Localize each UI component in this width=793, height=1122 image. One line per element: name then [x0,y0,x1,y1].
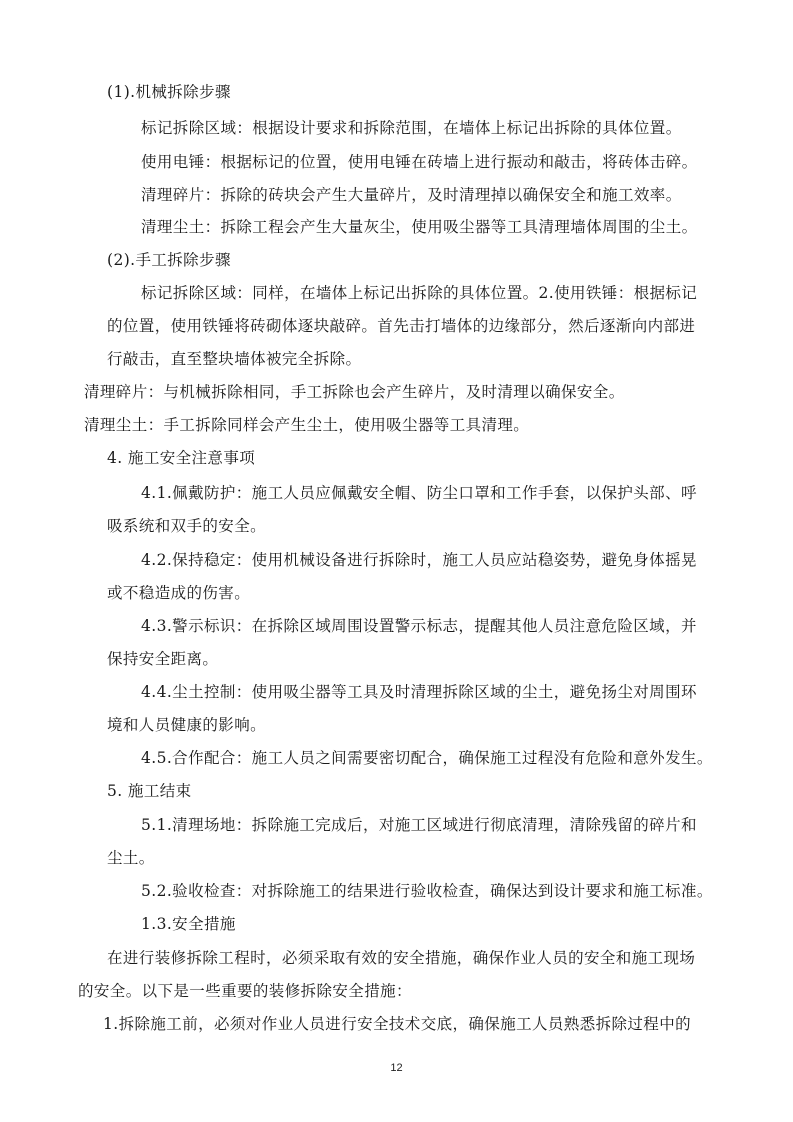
paragraph-line: 清理尘土：手工拆除同样会产生尘土，使用吸尘器等工具清理。 [84,416,530,434]
paragraph-line: 或不稳造成的伤害。 [107,584,251,602]
heading-safety-measures: 1.3.安全措施 [141,915,236,933]
paragraph-line: 5.1.清理场地：拆除施工完成后，对施工区域进行彻底清理，清除残留的碎片和 [141,816,697,834]
paragraph-line: 4.1.佩戴防护：施工人员应佩戴安全帽、防尘口罩和工作手套，以保护头部、呼 [141,484,697,502]
paragraph-line: 清理碎片：拆除的砖块会产生大量碎片，及时清理掉以确保安全和施工效率。 [141,186,682,204]
heading-construction-end: 5. 施工结束 [107,782,192,800]
paragraph-line: 5.2.验收检查：对拆除施工的结果进行验收检查，确保达到设计要求和施工标准。 [141,882,713,900]
paragraph-line: 4.5.合作配合：施工人员之间需要密切配合，确保施工过程没有危险和意外发生。 [141,749,713,767]
paragraph-line: 行敲击，直至整块墙体被完全拆除。 [107,350,362,368]
paragraph-line: 的位置，使用铁锤将砖砌体逐块敲碎。首先击打墙体的边缘部分，然后逐渐向内部进 [107,317,696,335]
paragraph-line: 在进行装修拆除工程时，必须采取有效的安全措施，确保作业人员的安全和施工现场 [107,949,696,967]
paragraph-line: 境和人员健康的影响。 [107,716,267,734]
paragraph-line: 标记拆除区域：根据设计要求和拆除范围，在墙体上标记出拆除的具体位置。 [141,119,682,137]
paragraph-line: 的安全。以下是一些重要的装修拆除安全措施： [78,982,412,1000]
paragraph-line: 清理碎片：与机械拆除相同，手工拆除也会产生碎片，及时清理以确保安全。 [84,383,625,401]
paragraph-line: 标记拆除区域：同样，在墙体上标记出拆除的具体位置。2.使用铁锤：根据标记 [141,284,698,302]
heading-manual-steps: (2).手工拆除步骤 [107,251,231,269]
heading-safety-notes: 4. 施工安全注意事项 [107,449,256,467]
paragraph-line: 4.4.尘土控制：使用吸尘器等工具及时清理拆除区域的尘土，避免扬尘对周围环 [141,683,697,701]
paragraph-line: 4.3.警示标识：在拆除区域周围设置警示标志，提醒其他人员注意危险区域，并 [141,617,697,635]
paragraph-line: 使用电锤：根据标记的位置，使用电锤在砖墙上进行振动和敲击，将砖体击碎。 [141,153,698,171]
page-number: 12 [390,1062,403,1074]
paragraph-line: 4.2.保持稳定：使用机械设备进行拆除时，施工人员应站稳姿势，避免身体摇晃 [141,551,697,569]
paragraph-line: 1.拆除施工前，必须对作业人员进行安全技术交底，确保施工人员熟悉拆除过程中的 [103,1015,691,1033]
paragraph-line: 尘土。 [107,849,155,867]
heading-mechanical-steps: (1).机械拆除步骤 [107,83,231,101]
paragraph-line: 吸系统和双手的安全。 [107,517,267,535]
paragraph-line: 清理尘土：拆除工程会产生大量灰尘，使用吸尘器等工具清理墙体周围的尘土。 [141,218,698,236]
paragraph-line: 保持安全距离。 [107,650,219,668]
